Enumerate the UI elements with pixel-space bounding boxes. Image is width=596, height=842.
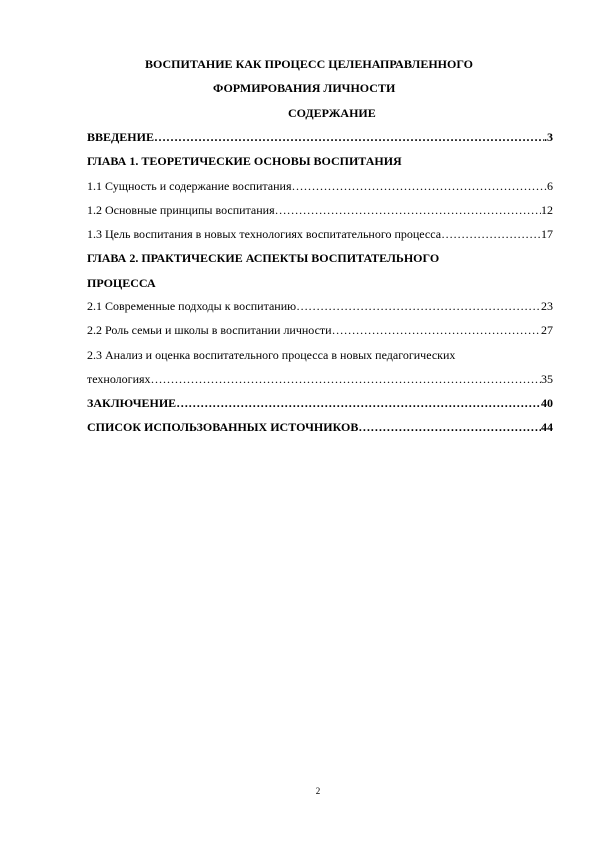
page-number: 2 — [315, 786, 321, 796]
toc-leader-dots — [358, 419, 541, 435]
toc-entry-2-3-line1[interactable]: 2.3 Анализ и оценка воспитательного процесса в новых педагогических — [87, 348, 456, 362]
contents-heading: СОДЕРЖАНИЕ — [288, 106, 376, 120]
toc-entry-1-3[interactable] — [87, 226, 553, 242]
toc-entry-label: СПИСОК ИСПОЛЬЗОВАННЫХ ИСТОЧНИКОВ — [87, 420, 359, 434]
toc-chapter1-heading[interactable]: ГЛАВА 1. ТЕОРЕТИЧЕСКИЕ ОСНОВЫ ВОСПИТАНИЯ — [87, 154, 402, 168]
toc-entry-label: ЗАКЛЮЧЕНИЕ — [87, 396, 177, 410]
toc-entry-label: 1.1 Сущность и содержание воспитания — [87, 179, 292, 193]
toc-leader-dots — [332, 322, 541, 338]
toc-entry-conclusion[interactable] — [87, 395, 553, 411]
document-title-line1: ВОСПИТАНИЕ КАК ПРОЦЕСС ЦЕЛЕНАПРАВЛЕННОГО — [145, 57, 474, 71]
toc-leader-dots — [441, 226, 541, 242]
toc-entry-page: 44 — [541, 420, 553, 434]
toc-entry-page: 40 — [541, 396, 553, 410]
toc-entry-page: .3 — [544, 130, 553, 144]
toc-leader-dots — [275, 202, 541, 218]
toc-entry-2-1[interactable] — [87, 298, 553, 314]
toc-leader-dots — [154, 129, 544, 145]
toc-entry-page: 27 — [541, 323, 553, 337]
toc-entry-label: 1.3 Цель воспитания в новых технологиях воспитательного процесса — [87, 227, 442, 241]
toc-entry-page: 17 — [541, 227, 553, 241]
toc-chapter2-heading-line2[interactable]: ПРОЦЕССА — [87, 276, 156, 290]
toc-entry-label: 2.2 Роль семьи и школы в воспитании личности — [87, 323, 332, 337]
toc-entry-label: ВВЕДЕНИЕ — [87, 130, 154, 144]
toc-leader-dots — [291, 178, 547, 194]
toc-entry-2-2[interactable] — [87, 322, 553, 338]
toc-chapter2-heading-line1[interactable]: ГЛАВА 2. ПРАКТИЧЕСКИЕ АСПЕКТЫ ВОСПИТАТЕЛЬНОГО — [87, 251, 440, 265]
toc-entry-label: 2.1 Современные подходы к воспитанию — [87, 299, 297, 313]
toc-entry-1-1[interactable] — [87, 178, 553, 194]
toc-entry-page: 35 — [541, 372, 553, 386]
toc-entry-page: 6 — [547, 179, 553, 193]
toc-entry-sources[interactable] — [87, 419, 553, 435]
toc-entry-label: технологиях — [87, 372, 151, 386]
toc-leader-dots — [151, 371, 541, 387]
document-title-line2: ФОРМИРОВАНИЯ ЛИЧНОСТИ — [213, 81, 396, 95]
toc-leader-dots — [296, 298, 541, 314]
toc-entry-2-3[interactable] — [87, 371, 553, 387]
toc-entry-label: 1.2 Основные принципы воспитания — [87, 203, 275, 217]
toc-entry-page: 23 — [541, 299, 553, 313]
toc-entry-intro[interactable] — [87, 129, 553, 145]
toc-entry-page: 12 — [541, 203, 553, 217]
toc-entry-1-2[interactable] — [87, 202, 553, 218]
toc-leader-dots — [176, 395, 541, 411]
